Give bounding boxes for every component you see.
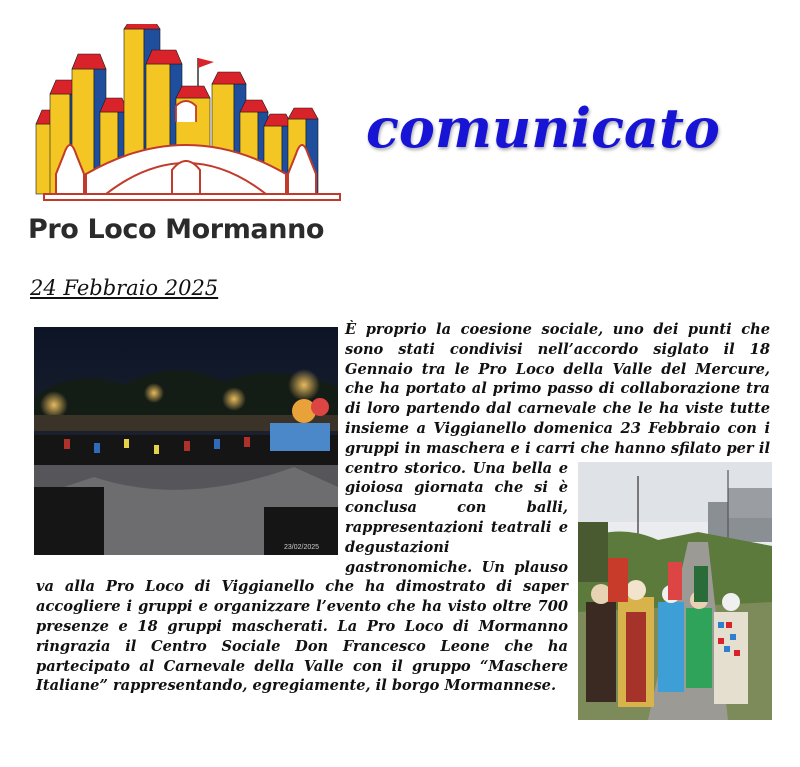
carnival-night-photo [34,327,338,555]
logo-text: Pro Loco Mormanno [28,214,325,245]
headline: comunicato [366,96,720,160]
article-date: 24 Febbraio 2025 [30,276,219,300]
masked-group-photo [578,462,772,720]
photo-date-stamp: 23/02/2025 [284,544,320,551]
article-text: È proprio la coesione sociale, uno dei punti che sono stati condivisi nell’accordo siglato il 18 Gennaio tra le Pro Loco della Valle del Mercure, che ha portato al primo passo di collaborazione tra di loro partendo dal carnevale che le ha viste tutte insieme a Viggianello domenica 23 Febbraio con i gruppi in maschera e i carri che hanno sfilato per il centro storico. Una bella e gioiosa giornata che si è conclusa con balli, rappresentazioni teatrali e degustazioni gastronomiche. Un plauso va alla Pro Loco di Viggianello che ha dimostrato di saper accogliere i gruppi e organizzare l’evento che ha visto oltre 700 presenze e 18 gruppi mascherati. La Pro Loco di Mormanno ringrazia il Centro Sociale Don Francesco Leone che ha partecipato al Carnevale della Valle con il gruppo “Maschere Italiane” rappresentando, egregiamente, il borgo Mormannese. [36,321,770,695]
